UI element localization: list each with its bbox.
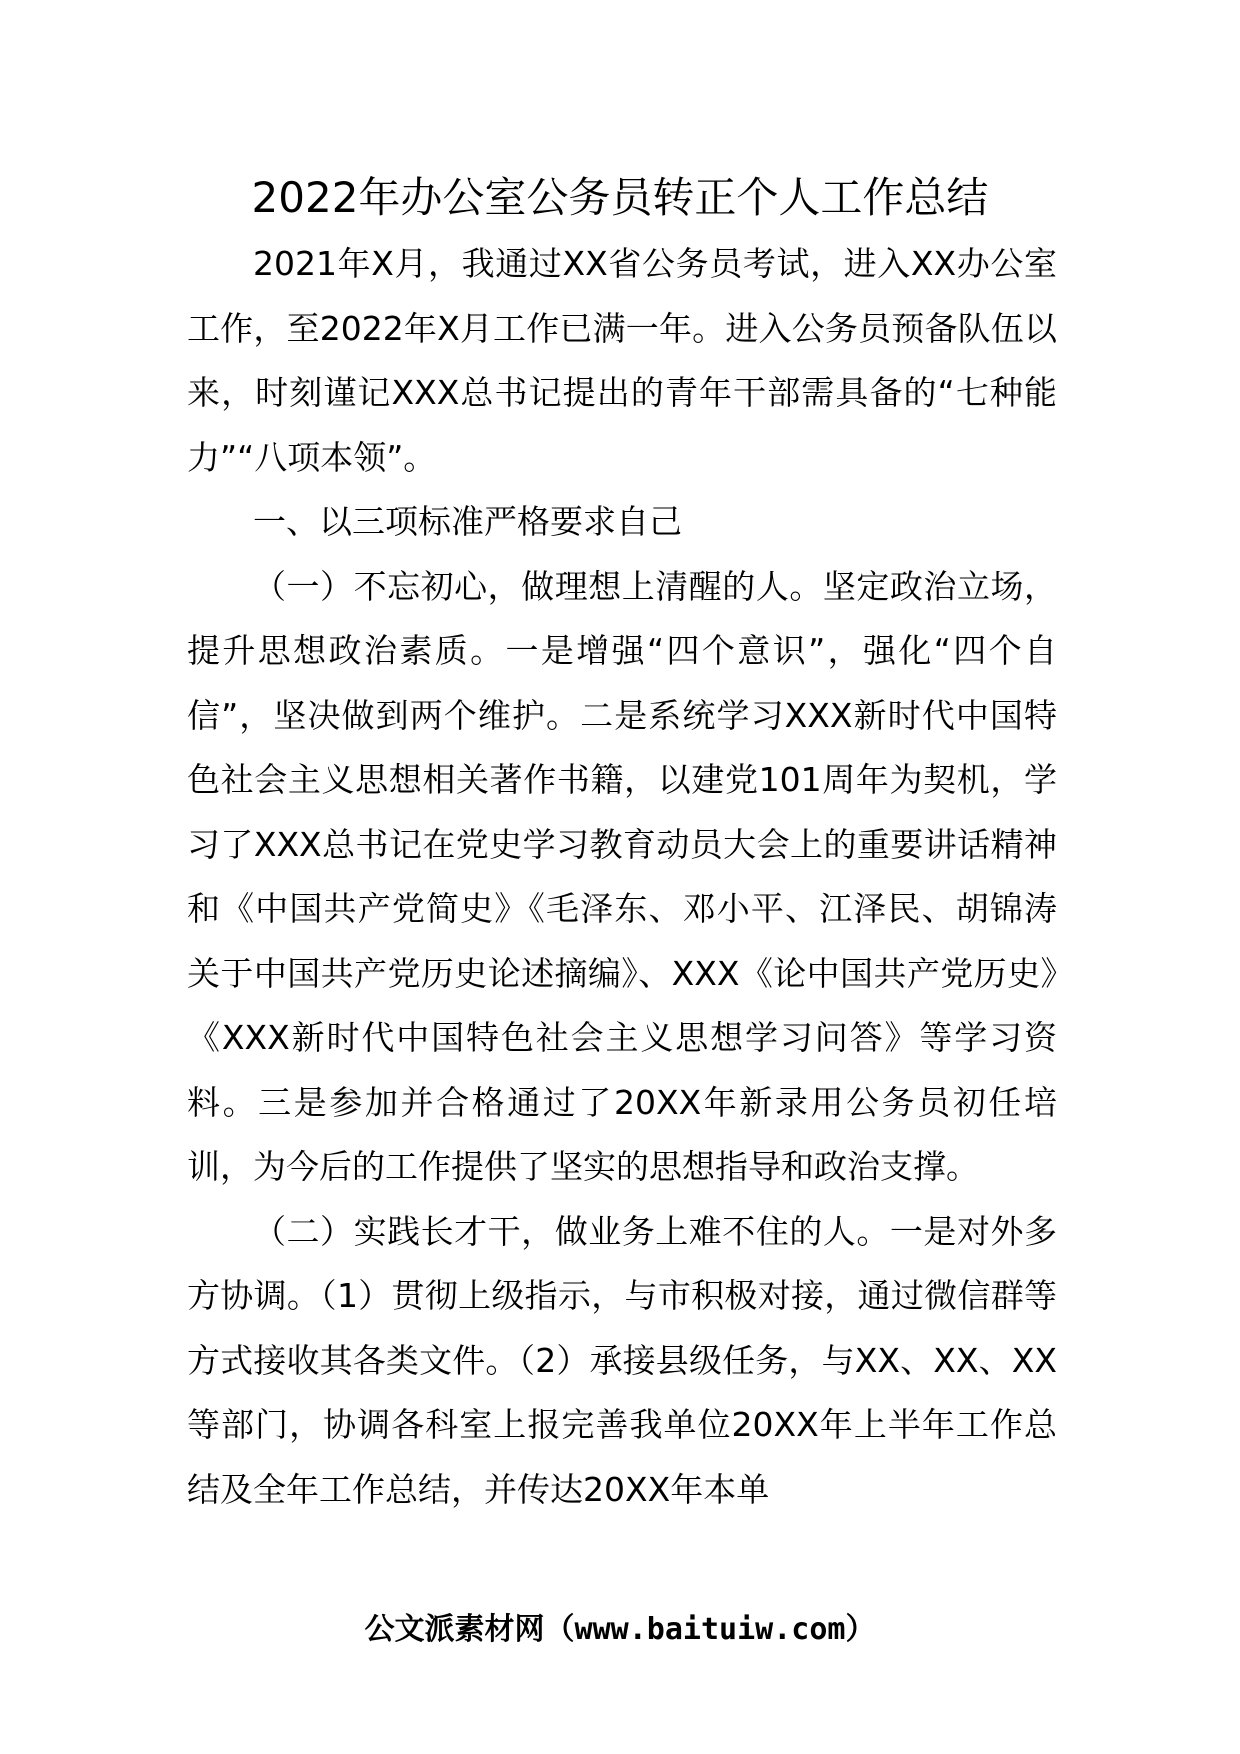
paragraph-section-1-1: （一）不忘初心，做理想上清醒的人。坚定政治立场，提升思想政治素质。一是增强“四个意识”，强化“四个自信”，坚决做到两个维护。二是系统学习XXX新时代中国特色社会主义思想相关著作书籍，以建党101周年为契机，学习了XXX总书记在党史学习教育动员大会上的重要讲话精神和《中国共产党简史》《毛泽东、邓小平、江泽民、胡锦涛关于中国共产党历史论述摘编》、XXX《论中国共产党历史》《XXX新时代中国特色社会主义思想学习问答》等学习资料。三是参加并合格通过了20XX年新录用公务员初任培训，为今后的工作提供了坚实的思想指导和政治支撑。 — [187, 566, 1057, 1186]
footer-url: （www.baituiw.com） — [544, 1612, 876, 1647]
section-heading-1: 一、以三项标准严格要求自己 — [253, 502, 682, 541]
paragraph-section-1-2: （二）实践长才干，做业务上难不住的人。一是对外多方协调。（1）贯彻上级指示，与市积极对接，通过微信群等方式接收其各类文件。（2）承接县级任务，与XX、XX、XX等部门，协调各科室上报完善我单位20XX年上半年工作总结及全年工作总结，并传达20XX年本单 — [187, 1211, 1057, 1509]
footer-site-name: 公文派素材网 — [364, 1612, 545, 1647]
paragraph-intro: 2021年X月，我通过XX省公务员考试，进入XX办公室工作，至2022年X月工作已满一年。进入公务员预备队伍以来，时刻谨记XXX总书记提出的青年干部需具备的“七种能力”“八项本领”。 — [187, 244, 1057, 477]
document-body — [187, 232, 1057, 1522]
document-title: 2022年办公室公务员转正个人工作总结 — [251, 173, 989, 222]
page-footer — [0, 1608, 1240, 1652]
